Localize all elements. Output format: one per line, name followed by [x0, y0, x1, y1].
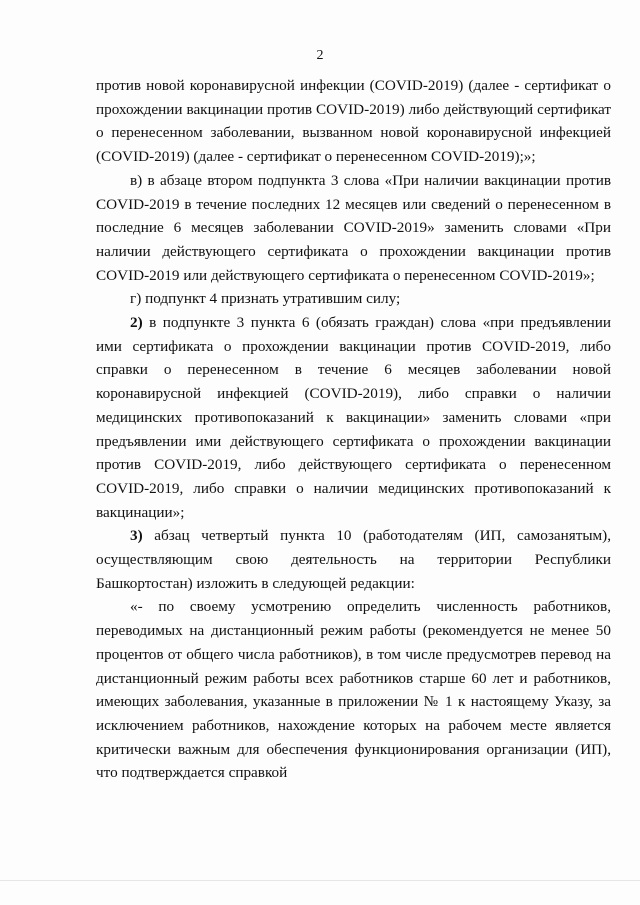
- paragraph-text: против новой коронавирусной инфекции (COVID-2019) (далее - сертификат о прохождении вакцинации против COVID-2019) либо действующий сертификат о перенесенном заболевании, вызванном новой коронавирусной инфекцией (COVID-2019) (далее - сертификат о перенесенном COVID-2019);»;: [96, 77, 611, 166]
- paragraph-text: г) подпункт 4 признать утратившим силу;: [130, 290, 401, 308]
- document-body: [96, 74, 611, 785]
- paragraph-item-2: [96, 311, 611, 524]
- paragraph-item-3: [96, 524, 611, 595]
- paragraph-text: «- по своему усмотрению определить численность работников, переводимых на дистанционный режим работы (рекомендуется не менее 50 процентов от общего числа работников), в том числе предусмотрев перевод на дистанционный режим работы всех работников старше 60 лет и работников, имеющих заболевания, указанные в приложении № 1 к настоящему Указу, за исключением работников, нахождение которых на рабочем месте является критически важным для обеспечения функционирования организации (ИП), что подтверждается справкой: [96, 598, 611, 782]
- paragraph-covid-certificate: [96, 74, 611, 169]
- paragraph-text: в подпункте 3 пункта 6 (обязать граждан) слова «при предъявлении ими сертификата о прохождении вакцинации против COVID-2019, либо справки о перенесенном в течение 6 месяцев заболевании новой коронавирусной инфекцией (COVID-2019), либо справки о наличии медицинских противопоказаний к вакцинации» заменить словами «при предъявлении ими действующего сертификата о прохождении вакцинации против COVID-2019, либо действующего сертификата о перенесенном COVID-2019, либо справки о наличии медицинских противопоказаний к вакцинации»;: [96, 314, 611, 521]
- page-number: 2: [316, 48, 324, 63]
- paragraph-item-v: [96, 169, 611, 288]
- paragraph-number: 3): [130, 527, 143, 545]
- paragraph-text: абзац четвертый пункта 10 (работодателям (ИП, самозанятым), осуществляющим свою деятельность на территории Республики Башкортостан) изложить в следующей редакции:: [96, 527, 611, 592]
- paragraph-text: в) в абзаце втором подпункта 3 слова «При наличии вакцинации против COVID-2019 в течение последних 12 месяцев или сведений о перенесенном в последние 6 месяцев заболевании COVID-2019» заменить словами «При наличии действующего сертификата о прохождении вакцинации против COVID-2019 или действующего сертификата о перенесенном COVID-2019»;: [96, 171, 611, 284]
- scan-edge-line: [0, 880, 640, 881]
- paragraph-item-g: [96, 287, 611, 311]
- paragraph-number: 2): [130, 314, 143, 332]
- paragraph-new-wording: [96, 595, 611, 785]
